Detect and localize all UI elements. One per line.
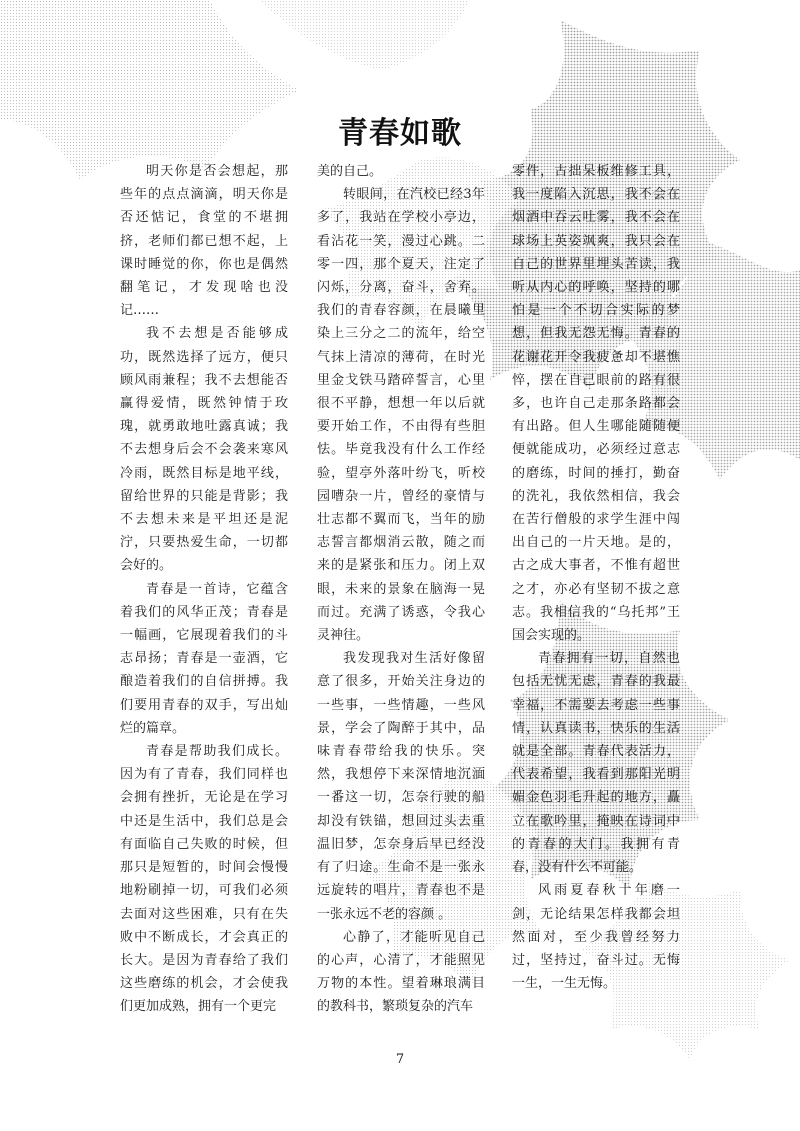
paragraph: 青春是帮助我们成长。因为有了青春，我们同样也会拥有挫折，无论是在学习中还是生活中，我们总是会有面临自己失败的时候，但那只是短暂的，时间会慢慢地粉刷掉一切，可我们必须去面对这些困难，只有在失败中不断成长，才会真正的长大。是因为青春给了我们这些磨练的机会，才会使我们更加成熟，拥有一个更完 — [120, 744, 288, 1015]
text-column-2 — [317, 160, 485, 1019]
paragraph: 风雨夏春秋十年磨一剑，无论结果怎样我都会坦然面对，至少我曾经努力过，坚持过，奋斗过。无悔一生，一生无悔。 — [512, 883, 680, 992]
page-number: 7 — [395, 1052, 405, 1067]
paragraph: 青春是一首诗，它蕴含着我们的风华正茂；青春是一幅画，它展现着我们的斗志昂扬；青春是一壶酒，它酿造着我们的自信拼搏。我们要用青春的双手，写出灿烂的篇章。 — [120, 581, 288, 736]
paragraph: 我发现我对生活好像留意了很多，开始关注身边的一些事，一些情趣，一些风景，学会了陶醉于其中，品味青春带给我的快乐。突然，我想停下来深情地沉湎一番这一切，怎奈行驶的船却没有铁锚，想回过头去重温旧梦，怎奈身后早已经没有了归途。生命不是一张永远旋转的唱片，青春也不是一张永远不老的容颜 。 — [317, 651, 485, 922]
paragraph-continuation: 美的自己。 — [317, 164, 383, 179]
text-column-3 — [512, 160, 680, 995]
paragraph: 青春拥有一切，自然也包括无忧无虑，青春的我最幸福，不需要去考虑一些事情，认真读书，快乐的生活就是全部。青春代表活力，代表希望，我看到那阳光明媚金色羽毛升起的地方，矗立在歌吟里，掩映在诗词中的青春的大门。我拥有青春，没有什么不可能。 — [512, 651, 680, 876]
paragraph: 转眼间，在汽校已经3年多了，我站在学校小亭边，看沾花一笑，漫过心跳。二零一四，那个夏天，注定了闪烁，分离，奋斗，舍弃。我们的青春容颜，在晨曦里染上三分之二的流年，给空气抹上清凉的薄荷，在时光里金戈铁马踏碎誓言，心里很不平静，想想一年以后就要开始工作，不由得有些胆怯。毕竟我没有什么工作经验，望亭外落叶纷飞，听校园嘈杂一片，曾经的豪情与壮志都不翼而飞，当年的励志誓言都烟消云散，随之而来的是紧张和压力。闭上双眼，未来的景象在脑海一晃而过。充满了诱惑，令我心灵神往。 — [317, 187, 485, 644]
paragraph: 心静了，才能听见自己的心声，心清了，才能照见万物的本性。望着琳琅满目的教科书，繁琐复杂的汽车 — [317, 929, 485, 1015]
paragraph: 我不去想是否能够成功，既然选择了远方，便只顾风雨兼程；我不去想能否赢得爱情，既然钟情于玫瑰，就勇敢地吐露真诚；我不去想身后会不会袭来寒风冷雨，既然目标是地平线，留给世界的只能是背影；我不去想未来是平坦还是泥泞，只要热爱生命，一切都会好的。 — [120, 326, 288, 574]
article-title: 青春如歌 — [338, 116, 462, 151]
paragraph-continuation: 零件，古拙呆板维修工具，我一度陷入沉思，我不会在烟酒中吞云吐雾，我不会在球场上英姿飒爽，我只会在自己的世界里埋头苦读，我听从内心的呼唤，坚持的哪怕是一个不切合实际的梦想，但我无怨无悔。青春的花谢花开令我疲惫却不堪憔悴，摆在自己眼前的路有很多，也许自己走那条路都会有出路。但人生哪能随随便便就能成功，必须经过意志的磨练，时间的捶打，勤奋的洗礼，我依然相信，我会在苦行僧般的求学生涯中闯出自己的一片天地。是的，古之成大事者，不惟有超世之才，亦必有坚韧不拔之意志。我相信我的“乌托邦”王国会实现的。 — [512, 164, 680, 644]
paragraph: 明天你是否会想起，那些年的点点滴滴，明天你是否还惦记，食堂的不堪拥挤，老师们都已想不起，上课时睡觉的你，你也是偶然翻笔记，才发现啥也没记…… — [120, 164, 288, 319]
text-column-1 — [120, 160, 288, 1019]
